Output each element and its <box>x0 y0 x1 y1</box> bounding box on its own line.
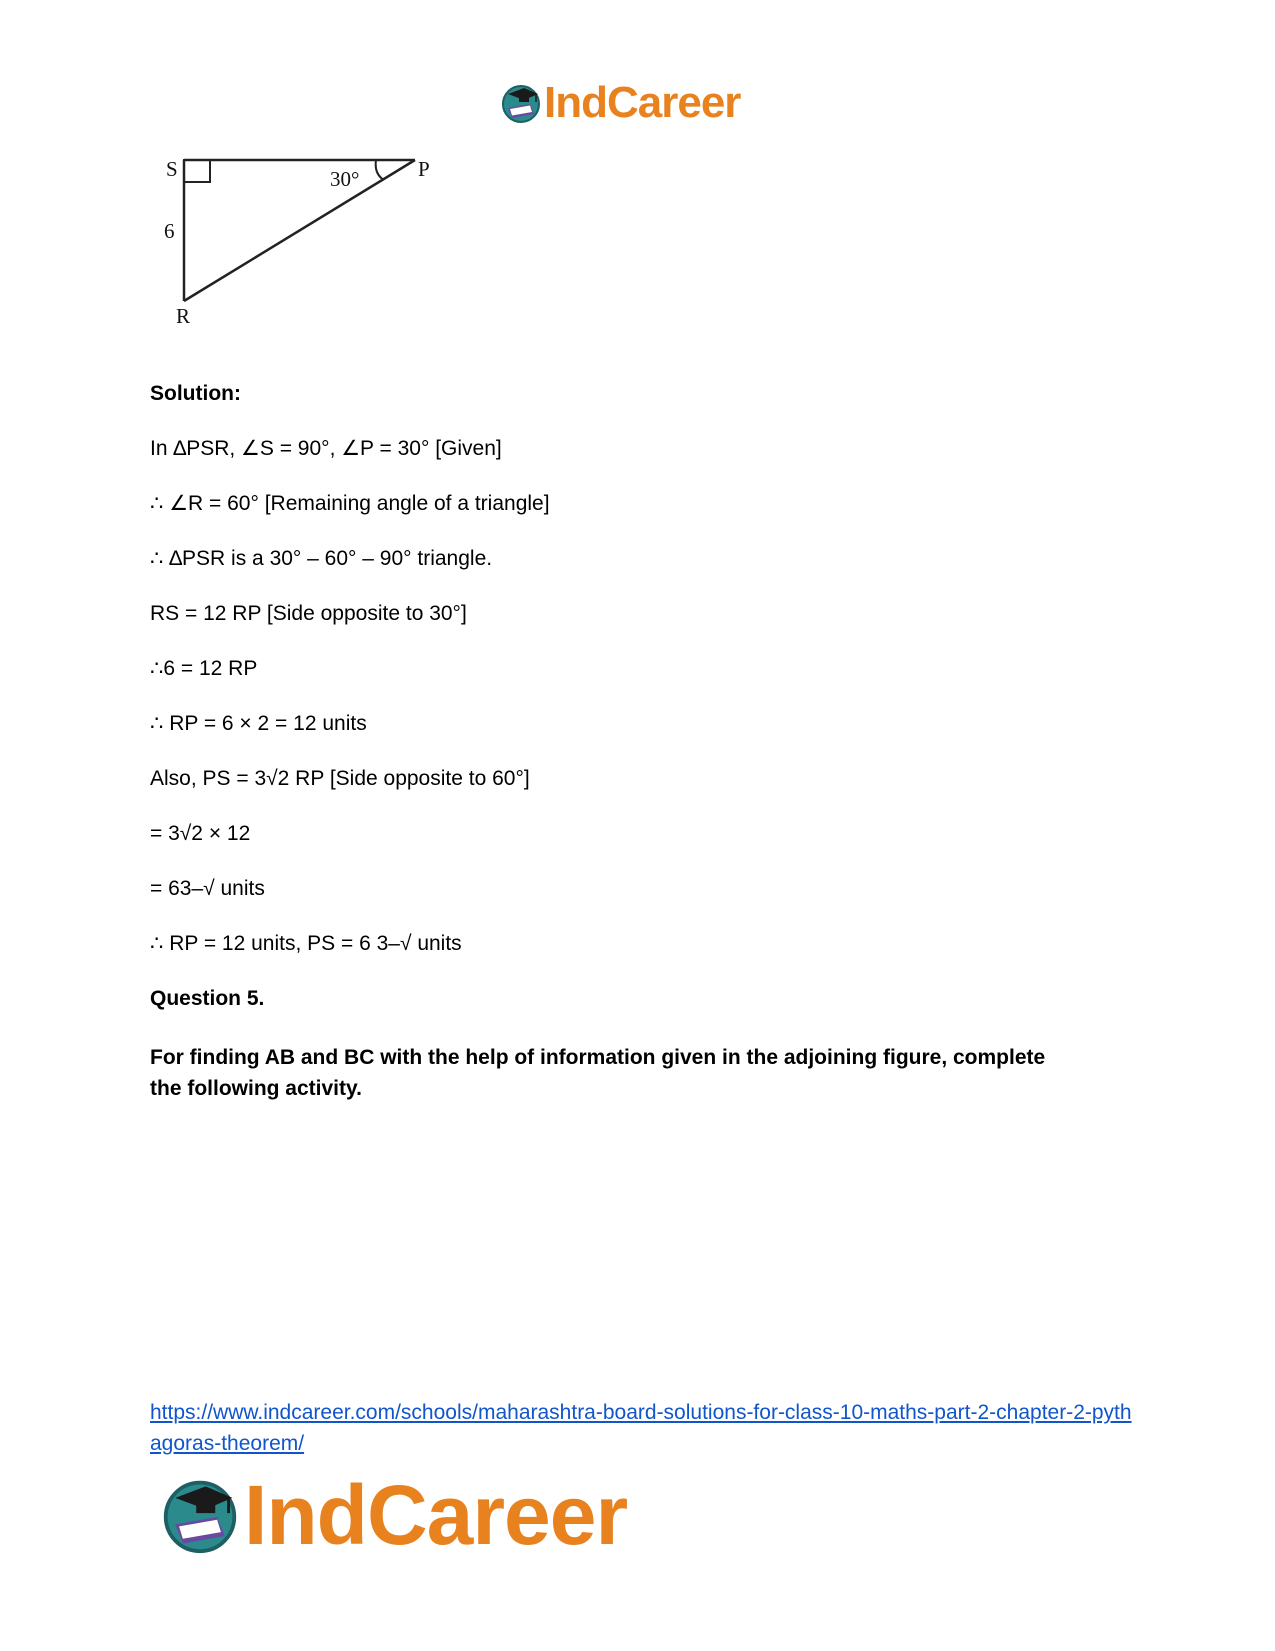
solution-line: RS = 12 RP [Side opposite to 30°] <box>150 602 467 625</box>
footer-logo <box>160 1470 627 1560</box>
side-label: 6 <box>164 219 175 243</box>
logo-text: IndCareer <box>544 78 741 127</box>
solution-line: ∴6 = 12 RP <box>150 657 258 680</box>
solution-line: = 63–√ units <box>150 877 265 900</box>
graduation-cap-book-globe-icon <box>500 82 542 124</box>
triangle-psr-figure <box>160 158 460 348</box>
angle-arc-p <box>376 160 384 180</box>
question-text: For finding AB and BC with the help of information given in the adjoining figure, complete the following activity. <box>150 1046 1046 1100</box>
graduation-cap-book-globe-icon <box>160 1475 240 1555</box>
solution-line: In ∆PSR, ∠S = 90°, ∠P = 30° [Given] <box>150 437 502 460</box>
right-angle-mark <box>184 160 210 182</box>
label-p: P <box>418 158 430 181</box>
solution-heading: Solution: <box>150 382 241 405</box>
solution-content <box>150 382 1130 1104</box>
solution-line: ∴ RP = 6 × 2 = 12 units <box>150 712 367 735</box>
logo-text: IndCareer <box>244 1468 628 1562</box>
side-rp <box>184 160 415 301</box>
solution-line: ∴ ∠R = 60° [Remaining angle of a triangle] <box>150 492 550 515</box>
source-url-link[interactable]: https://www.indcareer.com/schools/maharashtra-board-solutions-for-class-10-maths-part-2-chapter-2-pythagoras-theorem/ <box>150 1401 1132 1455</box>
solution-line: ∴ RP = 12 units, PS = 6 3–√ units <box>150 932 462 955</box>
angle-label: 30° <box>330 167 360 191</box>
solution-line: Also, PS = 3√2 RP [Side opposite to 60°] <box>150 767 530 790</box>
header-logo <box>500 78 740 128</box>
label-r: R <box>176 304 191 328</box>
solution-line: ∴ ∆PSR is a 30° – 60° – 90° triangle. <box>150 547 493 570</box>
solution-line: = 3√2 × 12 <box>150 822 251 845</box>
label-s: S <box>166 158 178 181</box>
question-heading: Question 5. <box>150 987 265 1010</box>
